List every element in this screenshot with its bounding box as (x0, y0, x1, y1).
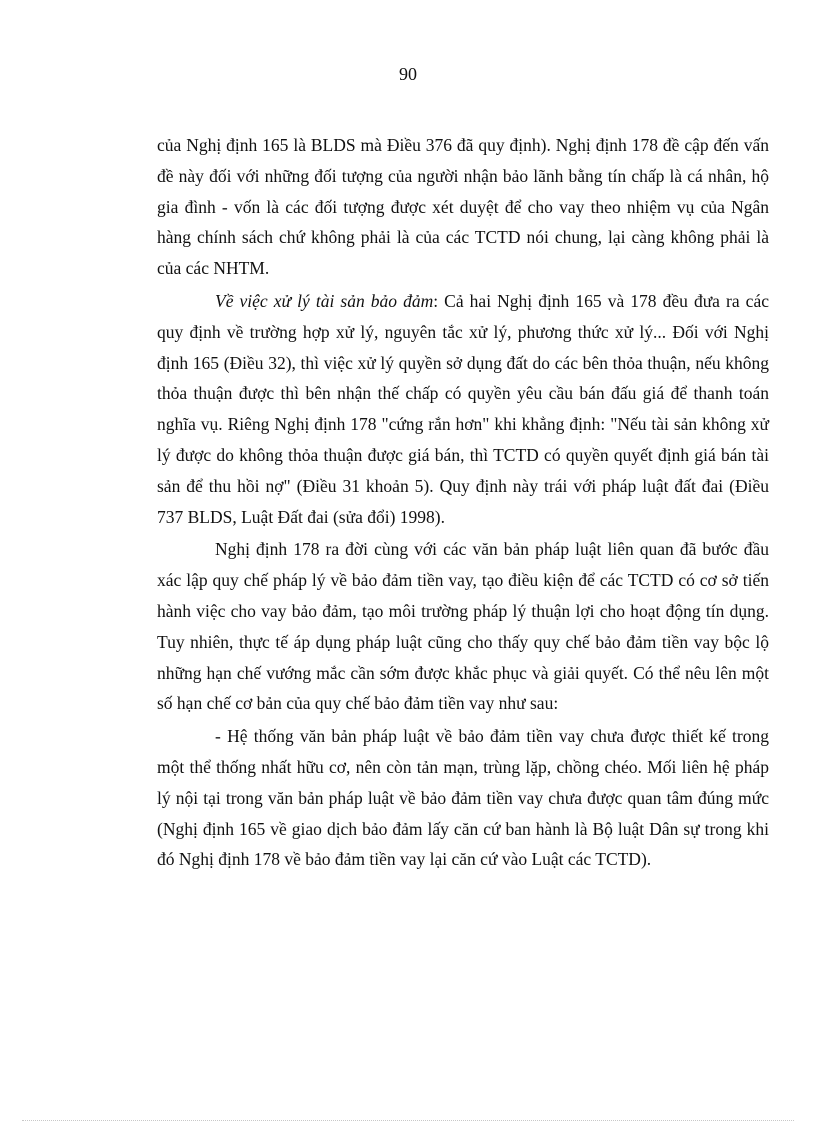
paragraph-2 (157, 286, 769, 532)
page-bottom-divider (22, 1120, 794, 1121)
paragraph-1-text: của Nghị định 165 là BLDS mà Điều 376 đã quy định). Nghị định 178 đề cập đến vấn đề này đối với những đối tượng của người nhận bảo lãnh bằng tín chấp là cá nhân, hộ gia đình - vốn là các đối tượng được xét duyệt để cho vay theo nhiệm vụ của Ngân hàng chính sách chứ không phải là của các TCTD nói chung, lại càng không phải là của các NHTM. (157, 135, 769, 279)
paragraph-4 (157, 721, 769, 875)
paragraph-1 (157, 130, 769, 284)
page-number: 90 (399, 64, 417, 84)
paragraph-2-lead: Về việc xử lý tài sản bảo đảm (215, 290, 434, 311)
paragraph-3 (157, 534, 769, 719)
paragraph-2-text: : Cả hai Nghị định 165 và 178 đều đưa ra các quy định về trường hợp xử lý, nguyên tắc xử lý, phương thức xử lý... Đối với Nghị định 165 (Điều 32), thì việc xử lý quyền sở dụng đất do các bên thỏa thuận, nếu không thỏa thuận được thì bên nhận thế chấp có quyền yêu cầu bán đấu giá để thanh toán nghĩa vụ. Riêng Nghị định 178 "cứng rắn hơn" khi khẳng định: "Nếu tài sản không xử lý được do không thỏa thuận được giá bán, thì TCTD có quyền quyết định giá bán tài sản để thu hồi nợ" (Điều 31 khoản 5). Quy định này trái với pháp luật đất đai (Điều 737 BLDS, Luật Đất đai (sửa đổi) 1998). (157, 290, 769, 527)
paragraph-3-text: Nghị định 178 ra đời cùng với các văn bản pháp luật liên quan đã bước đầu xác lập quy chế pháp lý về bảo đảm tiền vay, tạo điều kiện để các TCTD có cơ sở tiến hành việc cho vay bảo đảm, tạo môi trường pháp lý thuận lợi cho hoạt động tín dụng. Tuy nhiên, thực tế áp dụng pháp luật cũng cho thấy quy chế bảo đảm tiền vay bộc lộ những hạn chế vướng mắc cần sớm được khắc phục và giải quyết. Có thể nêu lên một số hạn chế cơ bản của quy chế bảo đảm tiền vay như sau: (157, 539, 769, 714)
body-text (157, 130, 769, 875)
paragraph-4-text: - Hệ thống văn bản pháp luật về bảo đảm tiền vay chưa được thiết kế trong một thể thống nhất hữu cơ, nên còn tản mạn, trùng lặp, chồng chéo. Mối liên hệ pháp lý nội tại trong văn bản pháp luật về bảo đảm tiền vay chưa được quan tâm đúng mức (Nghị định 165 về giao dịch bảo đảm lấy căn cứ ban hành là Bộ luật Dân sự trong khi đó Nghị định 178 về bảo đảm tiền vay lại căn cứ vào Luật các TCTD). (157, 726, 769, 870)
